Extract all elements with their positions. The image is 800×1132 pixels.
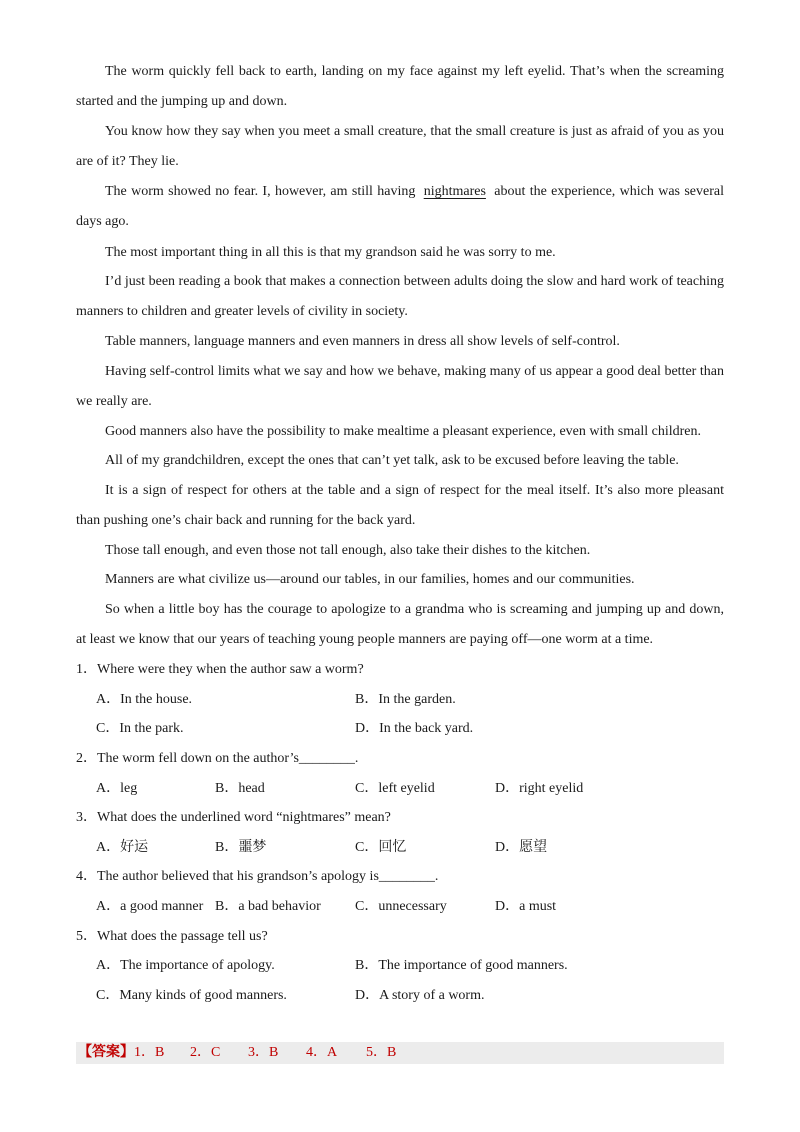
- passage-paragraph: I’d just been reading a book that makes a connection between adults doing the slow and hard work of teaching manners to children and greater levels of civility in society.: [76, 274, 724, 319]
- question-2-option-a[interactable]: A．leg: [96, 781, 138, 796]
- answer-2: 2．C: [190, 1045, 221, 1060]
- answer-1: 1．B: [134, 1045, 165, 1060]
- question-3-stem: 3．What does the underlined word “nightmares” mean?: [76, 810, 391, 825]
- question-2-option-d[interactable]: D．right eyelid: [495, 781, 584, 796]
- passage-paragraph: [76, 177, 724, 237]
- passage-paragraph: So when a little boy has the courage to apologize to a grandma who is screaming and jumping up and down, at least we know that our years of teaching young people manners are paying off—one worm at a time.: [76, 602, 724, 647]
- question-5-option-a[interactable]: A．The importance of apology.: [96, 958, 275, 973]
- answer-3: 3．B: [248, 1045, 279, 1060]
- question-1-option-c[interactable]: C．In the park.: [96, 721, 184, 736]
- question-3-option-c[interactable]: C．回忆: [355, 840, 407, 855]
- passage-paragraph: All of my grandchildren, except the ones that can’t yet talk, ask to be excused before leaving the table.: [105, 453, 679, 468]
- answer-key-bar: [76, 1042, 724, 1064]
- paragraph-text-before: The worm showed no fear. I, however, am still having: [105, 184, 420, 199]
- passage-paragraph: Having self-control limits what we say and how we behave, making many of us appear a good deal better than we really are.: [76, 364, 724, 409]
- question-5-stem: 5．What does the passage tell us?: [76, 929, 268, 944]
- question-2-option-c[interactable]: C．left eyelid: [355, 781, 435, 796]
- answer-5: 5．B: [366, 1045, 397, 1060]
- question-3-option-a[interactable]: A．好运: [96, 840, 149, 855]
- question-5-option-b[interactable]: B．The importance of good manners.: [355, 958, 568, 973]
- question-1-option-b[interactable]: B．In the garden.: [355, 692, 456, 707]
- passage-paragraph: Those tall enough, and even those not tall enough, also take their dishes to the kitchen.: [105, 543, 591, 558]
- question-2-stem: 2．The worm fell down on the author’s________.: [76, 751, 359, 766]
- question-4-option-c[interactable]: C．unnecessary: [355, 899, 447, 914]
- answer-key-label: 【答案】: [78, 1045, 134, 1060]
- underlined-word-nightmares: nightmares: [423, 184, 486, 199]
- question-4-option-d[interactable]: D．a must: [495, 899, 557, 914]
- question-1-stem: 1．Where were they when the author saw a worm?: [76, 662, 364, 677]
- question-1-option-d[interactable]: D．In the back yard.: [355, 721, 474, 736]
- passage-paragraph: The worm quickly fell back to earth, landing on my face against my left eyelid. That’s when the screaming started and the jumping up and down.: [76, 64, 724, 109]
- passage-paragraph: You know how they say when you meet a small creature, that the small creature is just as afraid of you as you are of it? They lie.: [76, 124, 724, 169]
- paragraph-text-after: about the experience, which was several days ago.: [76, 184, 724, 229]
- question-4-option-a[interactable]: A．a good manner: [96, 899, 204, 914]
- question-4-option-b[interactable]: B．a bad behavior: [215, 899, 321, 914]
- question-5-option-c[interactable]: C．Many kinds of good manners.: [96, 988, 287, 1003]
- passage-paragraph: Good manners also have the possibility to make mealtime a pleasant experience, even with small children.: [105, 424, 701, 439]
- question-1-option-a[interactable]: A．In the house.: [96, 692, 193, 707]
- question-3-option-b[interactable]: B．噩梦: [215, 840, 267, 855]
- passage-paragraph: Table manners, language manners and even manners in dress all show levels of self-control.: [105, 334, 620, 349]
- passage-paragraph: The most important thing in all this is that my grandson said he was sorry to me.: [105, 245, 556, 260]
- question-5-option-d[interactable]: D．A story of a worm.: [355, 988, 485, 1003]
- question-4-stem: 4．The author believed that his grandson’s apology is________.: [76, 869, 439, 884]
- question-3-option-d[interactable]: D．愿望: [495, 840, 548, 855]
- passage-paragraph: Manners are what civilize us—around our tables, in our families, homes and our communities.: [105, 572, 635, 587]
- answer-4: 4．A: [306, 1045, 338, 1060]
- question-2-option-b[interactable]: B．head: [215, 781, 265, 796]
- passage-paragraph: It is a sign of respect for others at the table and a sign of respect for the meal itself. It’s also more pleasant than pushing one’s chair back and running for the back yard.: [76, 483, 724, 528]
